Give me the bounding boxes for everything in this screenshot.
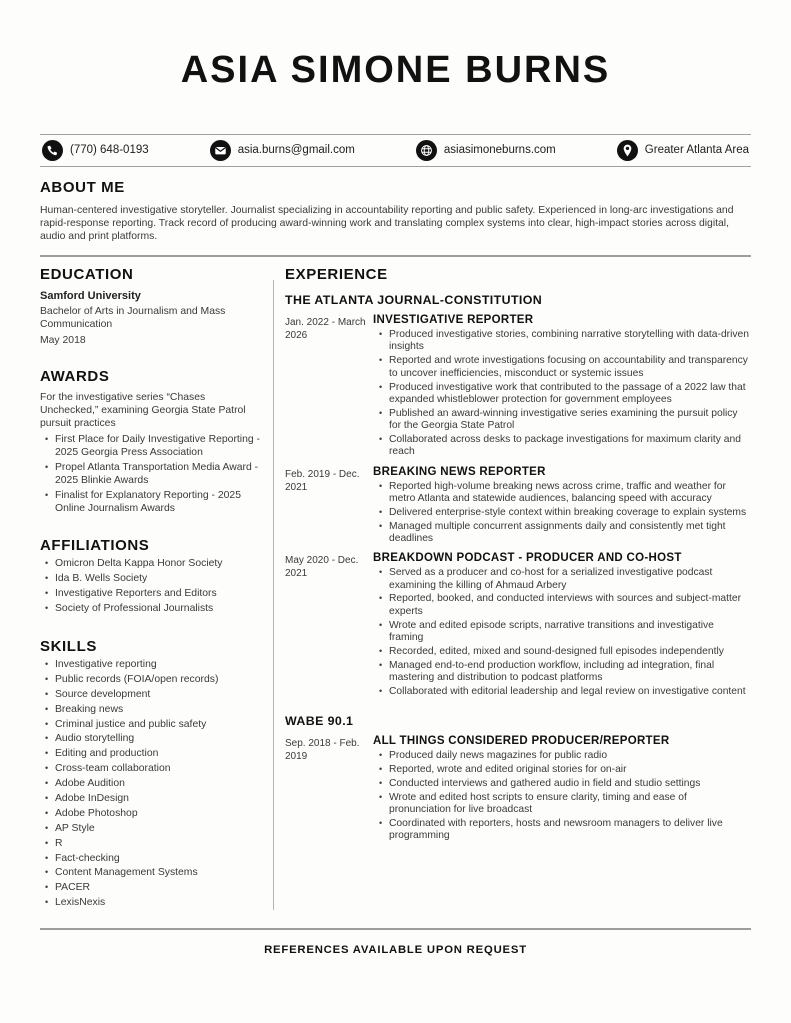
list-item: • Finalist for Explanatory Reporting - 2025 Online Journalism Awards: [40, 490, 264, 516]
role-title: BREAKING NEWS REPORTER: [373, 465, 546, 478]
list-item: • Society of Professional Journalists: [40, 603, 264, 616]
list-item: • Investigative Reporters and Editors: [40, 588, 264, 601]
bullet-item: • Reported high-volume breaking news across crime, traffic and weather for metro Atlanta and statewide audiences, balancing speed with accuracy: [373, 481, 751, 506]
list-item: • R: [40, 838, 264, 851]
list-item: • Adobe Audition: [40, 778, 264, 791]
role-bullets: [373, 329, 751, 458]
email-icon: [210, 140, 231, 161]
role-bullets: [373, 750, 751, 842]
experience-role: [285, 735, 751, 842]
contact-item: [416, 140, 556, 161]
skills-section: [40, 638, 264, 910]
list-item: • Ida B. Wells Society: [40, 573, 264, 586]
role-title: BREAKDOWN PODCAST - PRODUCER AND CO-HOST: [373, 552, 682, 565]
education-heading: EDUCATION: [40, 266, 134, 284]
bullet-item: • Served as a producer and co-host for a serialized investigative podcast examining the killing of Ahmaud Arbery: [373, 567, 751, 592]
list-item: • Fact-checking: [40, 853, 264, 866]
about-heading: ABOUT ME: [40, 178, 125, 196]
experience-role: [285, 314, 751, 458]
bullet-item: • Managed multiple concurrent assignments daily and consistently met tight deadlines: [373, 521, 751, 546]
globe-icon: [416, 140, 437, 161]
phone-icon: [42, 140, 63, 161]
role-dates: Jan. 2022 - March 2026: [285, 317, 366, 342]
experience-role: [285, 466, 751, 546]
education-school: Samford University: [40, 290, 141, 303]
awards-list: [40, 434, 264, 515]
list-item: • LexisNexis: [40, 897, 264, 910]
skills-heading: SKILLS: [40, 637, 97, 655]
role-body: [373, 466, 751, 546]
contact-item: [210, 140, 355, 161]
role-dates: May 2020 - Dec. 2021: [285, 555, 359, 580]
about-section: [40, 179, 751, 243]
list-item: • Audio storytelling: [40, 733, 264, 746]
list-item: • Editing and production: [40, 748, 264, 761]
list-item: • Source development: [40, 689, 264, 702]
role-dates: Feb. 2019 - Dec. 2021: [285, 468, 360, 493]
bullet-item: • Published an award-winning investigative series examining the pursuit policy for the Georgia State Patrol: [373, 408, 751, 433]
role-body: [373, 552, 751, 698]
bullet-item: • Conducted interviews and gathered audio in field and studio settings: [373, 778, 751, 790]
bullet-item: • Produced daily news magazines for public radio: [373, 750, 751, 762]
list-item: • Breaking news: [40, 704, 264, 717]
experience-heading: EXPERIENCE: [285, 266, 388, 284]
footer-divider: [40, 928, 751, 930]
education-degree: Bachelor of Arts in Journalism and Mass Communication: [40, 306, 226, 331]
awards-intro: For the investigative series “Chases Unchecked,” examining Georgia State Patrol pursuit practices: [40, 391, 246, 429]
list-item: • First Place for Daily Investigative Reporting - 2025 Georgia Press Association: [40, 434, 264, 460]
page-title: ASIA SIMONE BURNS: [180, 49, 611, 91]
role-title: INVESTIGATIVE REPORTER: [373, 314, 534, 327]
bullet-item: • Coordinated with reporters, hosts and newsroom managers to deliver live programming: [373, 818, 751, 843]
contact-text: (770) 648-0193: [70, 144, 149, 157]
list-item: • Content Management Systems: [40, 867, 264, 880]
footer-note: REFERENCES AVAILABLE UPON REQUEST: [264, 944, 527, 957]
contact-text: asiasimoneburns.com: [443, 144, 556, 157]
contact-item: [42, 140, 149, 161]
experience-role: [285, 552, 751, 698]
role-bullets: [373, 567, 751, 698]
bullet-item: • Wrote and edited host scripts to ensure clarity, timing and ease of pronunciation for live broadcast: [373, 792, 751, 817]
contact-bar: [40, 134, 751, 167]
bullet-item: • Managed end-to-end production workflow, including ad integration, final mastering and distribution to podcast platforms: [373, 660, 751, 685]
list-item: • Omicron Delta Kappa Honor Society: [40, 558, 264, 571]
education-section: [40, 266, 264, 346]
contact-text: Greater Atlanta Area: [644, 144, 749, 157]
list-item: • Adobe Photoshop: [40, 808, 264, 821]
company-name: THE ATLANTA JOURNAL-CONSTITUTION: [285, 293, 543, 308]
bullet-item: • Delivered enterprise-style context within breaking coverage to explain systems: [373, 507, 751, 519]
company-name: WABE 90.1: [285, 714, 354, 729]
bullet-item: • Collaborated across desks to package investigations for maximum clarity and reach: [373, 434, 751, 459]
list-item: • Criminal justice and public safety: [40, 719, 264, 732]
experience-section: [274, 266, 751, 910]
skills-list: [40, 659, 264, 910]
contact-item: [617, 140, 749, 161]
list-item: • Investigative reporting: [40, 659, 264, 672]
bullet-item: • Wrote and edited episode scripts, narrative transitions and investigative framing: [373, 620, 751, 645]
role-bullets: [373, 481, 751, 546]
list-item: • Propel Atlanta Transportation Media Award - 2025 Blinkie Awards: [40, 462, 264, 488]
role-dates: Sep. 2018 - Feb. 2019: [285, 738, 360, 763]
awards-section: [40, 368, 264, 516]
bullet-item: • Recorded, edited, mixed and sound-designed full episodes independently: [373, 646, 751, 658]
affiliations-heading: AFFILIATIONS: [40, 537, 150, 555]
list-item: • AP Style: [40, 823, 264, 836]
role-body: [373, 735, 751, 842]
list-item: • PACER: [40, 882, 264, 895]
bullet-item: • Collaborated with editorial leadership and legal review on investigative content: [373, 686, 751, 698]
awards-heading: AWARDS: [40, 367, 110, 385]
affiliations-section: [40, 537, 264, 616]
role-title: ALL THINGS CONSIDERED PRODUCER/REPORTER: [373, 735, 670, 748]
role-body: [373, 314, 751, 458]
list-item: • Cross-team collaboration: [40, 763, 264, 776]
list-item: • Adobe InDesign: [40, 793, 264, 806]
header-divider: [40, 255, 751, 257]
list-item: • Public records (FOIA/open records): [40, 674, 264, 687]
affiliations-list: [40, 558, 264, 616]
contact-text: asia.burns@gmail.com: [237, 144, 355, 157]
bullet-item: • Produced investigative stories, combining narrative storytelling with data-driven insights: [373, 329, 751, 354]
two-column-body: [40, 266, 751, 910]
left-column: [40, 266, 264, 910]
bullet-item: • Reported and wrote investigations focusing on accountability and transparency to uncover inefficiencies, misconduct or systemic issues: [373, 355, 751, 380]
about-text: Human-centered investigative storyteller. Journalist specializing in accountability reporting and public safety. Experienced in long-arc investigations and rapid-response reporting. Track record of producing award-winning work and translating complex systems into clear, high-impact stories across digital, audio and print platforms.: [40, 204, 734, 243]
bullet-item: • Produced investigative work that contributed to the passage of a 2022 law that expanded whistleblower protection for government employees: [373, 382, 751, 407]
bullet-item: • Reported, booked, and conducted interviews with sources and subject-matter experts: [373, 593, 751, 618]
bullet-item: • Reported, wrote and edited original stories for on-air: [373, 764, 751, 776]
location-pin-icon: [617, 140, 638, 161]
education-date: May 2018: [40, 334, 86, 346]
